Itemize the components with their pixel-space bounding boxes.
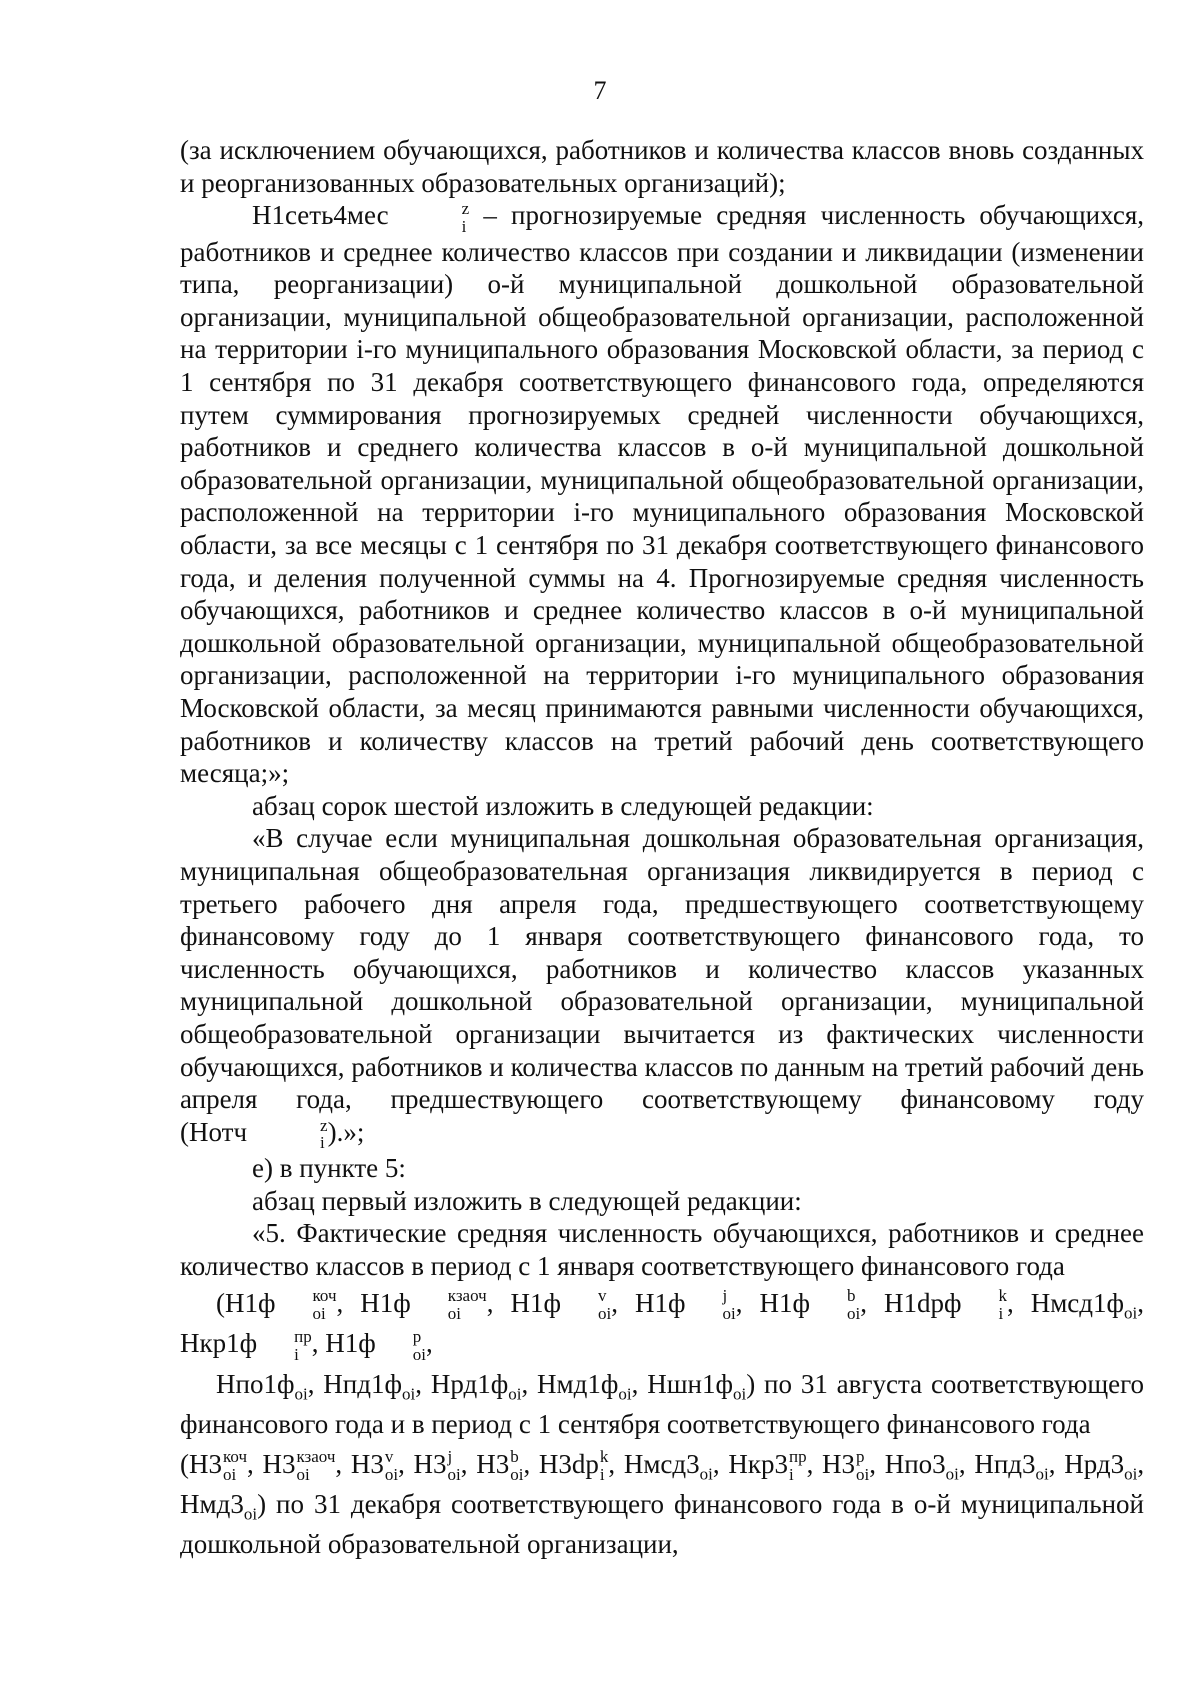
- symbol-h1f-j: Н1ф j oi: [634, 1286, 736, 1324]
- paragraph-text: е) в пункте 5:: [252, 1153, 406, 1184]
- symbol-h1f-p: Н1ф р oi: [325, 1326, 426, 1364]
- symbol-nshn1f: $Ншн1ф_{oi}$: [647, 1368, 747, 1403]
- symbol-nmd3: $Нмд3_{oi}$: [180, 1489, 258, 1524]
- symbol-notch: Нотч z i: [189, 1115, 328, 1153]
- symbol-n3-koch: Н3 коч oi: [189, 1447, 248, 1485]
- symbol-h1f-koch: Н1ф коч oi: [225, 1286, 337, 1324]
- symbol-nkr3-pr: Нкр3 пр i: [728, 1447, 807, 1485]
- symbol-h1drf-k: Н1dрф k i: [883, 1286, 1007, 1324]
- symbol-n3-v: Н3 v oi: [350, 1447, 399, 1485]
- symbol-h1f-kzaoch: Н1ф кзаоч oi: [360, 1286, 487, 1324]
- symbol-npo3: $Нпо3_{oi}$: [884, 1448, 959, 1483]
- formula-line-2: $Нпо1ф_{oi}$, $Нпд1ф_{oi}$, $Нрд1ф_{oi}$, $Нмд1ф_{oi}$, $Ншн1ф_{oi}$) по 31 августа соответствующего финансового года и в период с 1 сентября соответствующего финансового года: [180, 1368, 1145, 1439]
- paragraph-text: (за исключением обучающихся, работников и количества классов вновь созданных и реорганизованных образовательных организаций);: [180, 135, 1144, 198]
- symbol-nmsd3: $Нмсд3_{oi}$: [623, 1448, 713, 1483]
- symbol-npd1f: $Нпд1ф_{oi}$: [323, 1368, 416, 1403]
- symbol-nmd1f: $Нмд1ф_{oi}$: [537, 1368, 632, 1403]
- symbol-n1set4mes: Н1сеть4мес z i: [252, 198, 470, 236]
- paragraph-exclusion-clause: [180, 134, 1144, 199]
- formula-line-3: (Н3 коч oi , Н3 кзаоч oi , Н3 v oi , Н3 j oi , Н3 b oi , Н3dр k i , $Нмсд3_{oi}$, Нкр3 пр i , Н3 р oi , $Нпо3_{oi}$, $Нпд3_{oi}$, $Нрд3_{oi}$, $Нмд3_{oi}$) по 31 декабря соответствующего финансового года в о-й муниципальной дошкольной образовательной организации,: [180, 1447, 1145, 1560]
- formula-line-1: (Н1ф коч oi , Н1ф кзаоч oi , Н1ф v oi , Н1ф j oi , Н1ф b oi , Н1dрф k i , $Нмсд1ф_{oi}$, Нкр1ф пр i , Н1ф р oi ,: [180, 1286, 1145, 1364]
- paragraph-point-5: [180, 1217, 1144, 1282]
- symbol-nrd3: $Нрд3_{oi}$: [1064, 1448, 1138, 1483]
- document-body: [180, 134, 1144, 1564]
- symbol-npo1f: $Нпо1ф_{oi}$: [216, 1368, 308, 1403]
- symbol-n3dr-k: Н3dр k i: [538, 1447, 609, 1485]
- symbol-h1f-b: Н1ф b oi: [759, 1286, 861, 1324]
- paragraph-text: абзац сорок шестой изложить в следующей редакции:: [252, 790, 874, 821]
- symbol-n3-b: Н3 b oi: [476, 1447, 524, 1485]
- symbol-h1f-v: Н1ф v oi: [510, 1286, 612, 1324]
- paragraph-text: абзац первый изложить в следующей редакции:: [252, 1185, 802, 1216]
- paragraph-amendment-46: [180, 790, 1144, 823]
- symbol-n3-p: Н3 р oi: [822, 1447, 870, 1485]
- paragraph-forecast-definition: [180, 199, 1144, 790]
- symbol-n3-kzaoch: Н3 кзаоч oi: [262, 1447, 336, 1485]
- formula-text: ) по 31 августа соответствующего финансового года и в период с 1 сентября соответствующего финансового года: [180, 1368, 1145, 1439]
- paragraph-first-abzac: [180, 1185, 1144, 1218]
- symbol-nrd1f: $Нрд1ф_{oi}$: [430, 1368, 522, 1403]
- paragraph-text: «В случае если муниципальная дошкольная образовательная организация, муниципальная общеобразовательная организация ликвидируется в период с третьего рабочего дня апреля года, предшествующего соответствующему финансовому году до 1 января соответствующего финансового года, то численность обучающихся, работников и количество классов указанных муниципальной дошкольной образовательной организации, муниципальной общеобразовательной организации вычитается из фактических численности обучающихся, работников и количества классов по данным на третий рабочий день апреля года, предшествующего соответствующему финансовому году (: [180, 823, 1144, 1147]
- paragraph-item-e: [180, 1152, 1144, 1185]
- symbol-nkr1f-pr: Нкр1ф пр i: [180, 1326, 312, 1364]
- symbol-nmsd1f: $Нмсд1ф_{oi}$: [1030, 1287, 1138, 1322]
- symbol-n3-j: Н3 j oi: [413, 1447, 461, 1485]
- paragraph-liquidation-case: «В случае если муниципальная дошкольная образовательная организация, муниципальная общеобразовательная организация ликвидируется в период с третьего рабочего дня апреля года, предшествующего соответствующему финансовому году до 1 января соответствующего финансового года, то численность обучающихся, работников и количество классов указанных муниципальной дошкольной образовательной организации, муниципальной общеобразовательной организации вычитается из фактических численности обучающихся, работников и количества классов по данным на третий рабочий день апреля года, предшествующего соответствующему финансовому году (Нотч z i ).»;: [180, 823, 1144, 1153]
- symbol-npd3: $Нпд3_{oi}$: [974, 1448, 1049, 1483]
- formula-text: ) по 31 декабря соответствующего финансового года в о-й муниципальной дошкольной образовательной организации,: [180, 1489, 1144, 1560]
- paragraph-text: – прогнозируемые средняя численность обучающихся, работников и среднее количество классов при создании и ликвидации (изменении типа, реорганизации) о-й муниципальной дошкольной образовательной организации, муниципальной общеобразовательной организации, расположенной на территории i-го муниципального образования Московской области, за период с 1 сентября по 31 декабря соответствующего финансового года, определяются путем суммирования прогнозируемых средней численности обучающихся, работников и среднего количества классов в о-й муниципальной дошкольной образовательной организации, муниципальной общеобразовательной организации, расположенной на территории i-го муниципального образования Московской области, за все месяцы с 1 сентября по 31 декабря соответствующего финансового года, и деления полученной суммы на 4. Прогнозируемые средняя численность обучающихся, работников и среднее количество классов в о-й муниципальной дошкольной образовательной организации, муниципальной общеобразовательной организации, расположенной на территории i-го муниципального образования Московской области, за месяц принимаются равными численности обучающихся, работников и количеству классов на третий рабочий день соответствующего месяца;»;: [180, 200, 1144, 789]
- page-number: 7: [593, 76, 607, 105]
- paragraph-text: «5. Фактические средняя численность обучающихся, работников и среднее количество классов в период с 1 января соответствующего финансового года: [180, 1218, 1144, 1281]
